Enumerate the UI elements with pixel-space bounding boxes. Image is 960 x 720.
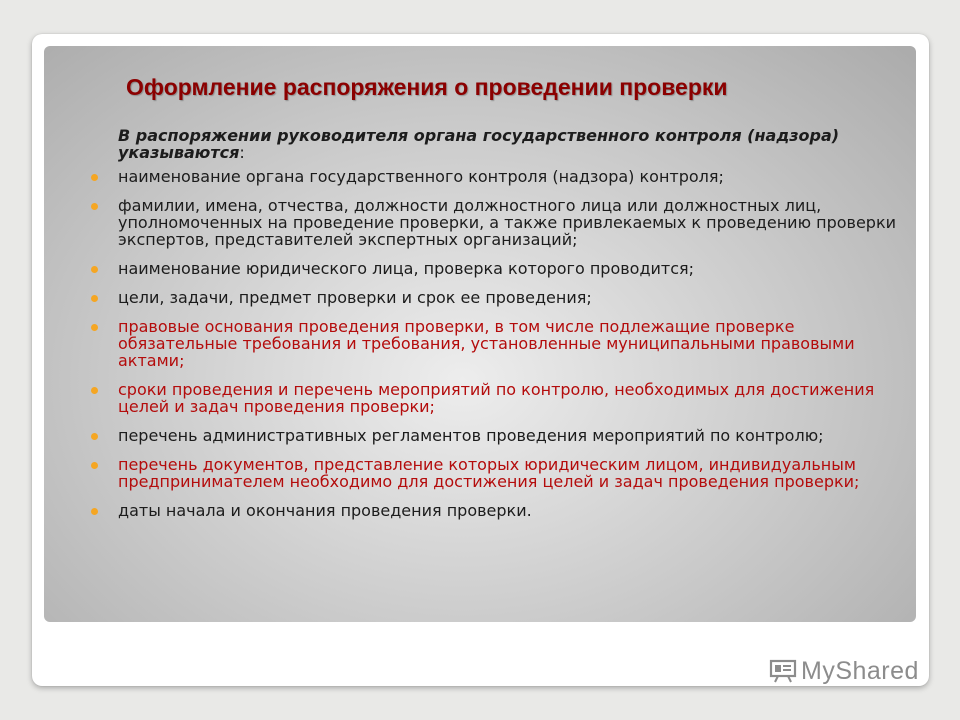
intro-label: В распоряжении руководителя органа государственного контроля (надзора) указываются (118, 126, 840, 162)
bullet-list (118, 168, 908, 531)
bullet-item (118, 381, 908, 415)
bullet-item (118, 502, 908, 519)
bullet-marker-icon (91, 462, 98, 469)
watermark (769, 656, 919, 686)
intro-colon: : (239, 143, 245, 162)
bullet-text: цели, задачи, предмет проверки и срок ее проведения; (118, 288, 592, 307)
bullet-marker-icon (91, 174, 98, 181)
bullet-item (118, 197, 908, 248)
bullet-item (118, 289, 908, 306)
bullet-marker-icon (91, 266, 98, 273)
bullet-item (118, 318, 908, 369)
bullet-text: перечень административных регламентов проведения мероприятий по контролю; (118, 426, 824, 445)
bullet-text: перечень документов, представление которых юридическим лицом, индивидуальным предпринимателем необходимо для достижения целей и задач проведения проверки; (118, 455, 860, 491)
bullet-marker-icon (91, 324, 98, 331)
intro-text (118, 127, 888, 161)
presentation-board-icon (769, 659, 797, 683)
bullet-item (118, 427, 908, 444)
bullet-marker-icon (91, 508, 98, 515)
bullet-item (118, 260, 908, 277)
bullet-marker-icon (91, 387, 98, 394)
watermark-text: MyShared (801, 656, 919, 685)
bullet-text: правовые основания проведения проверки, в том числе подлежащие проверке обязательные требования и требования, установленные муниципальными правовыми актами; (118, 317, 855, 370)
bullet-item (118, 456, 908, 490)
bullet-text: наименование юридического лица, проверка которого проводится; (118, 259, 695, 278)
slide-title: Оформление распоряжения о проведении проверки (126, 74, 728, 100)
bullet-text: сроки проведения и перечень мероприятий по контролю, необходимых для достижения целей и задач проведения проверки; (118, 380, 875, 416)
bullet-marker-icon (91, 295, 98, 302)
bullet-text: даты начала и окончания проведения проверки. (118, 501, 532, 520)
bullet-item (118, 168, 908, 185)
bullet-text: фамилии, имена, отчества, должности должностного лица или должностных лиц, уполномоченных на проведение проверки, а также привлекаемых к проведению проверки экспертов, представителей экспертных организаций; (118, 196, 897, 249)
bullet-marker-icon (91, 203, 98, 210)
bullet-text: наименование органа государственного контроля (надзора) контроля; (118, 167, 724, 186)
bullet-marker-icon (91, 433, 98, 440)
